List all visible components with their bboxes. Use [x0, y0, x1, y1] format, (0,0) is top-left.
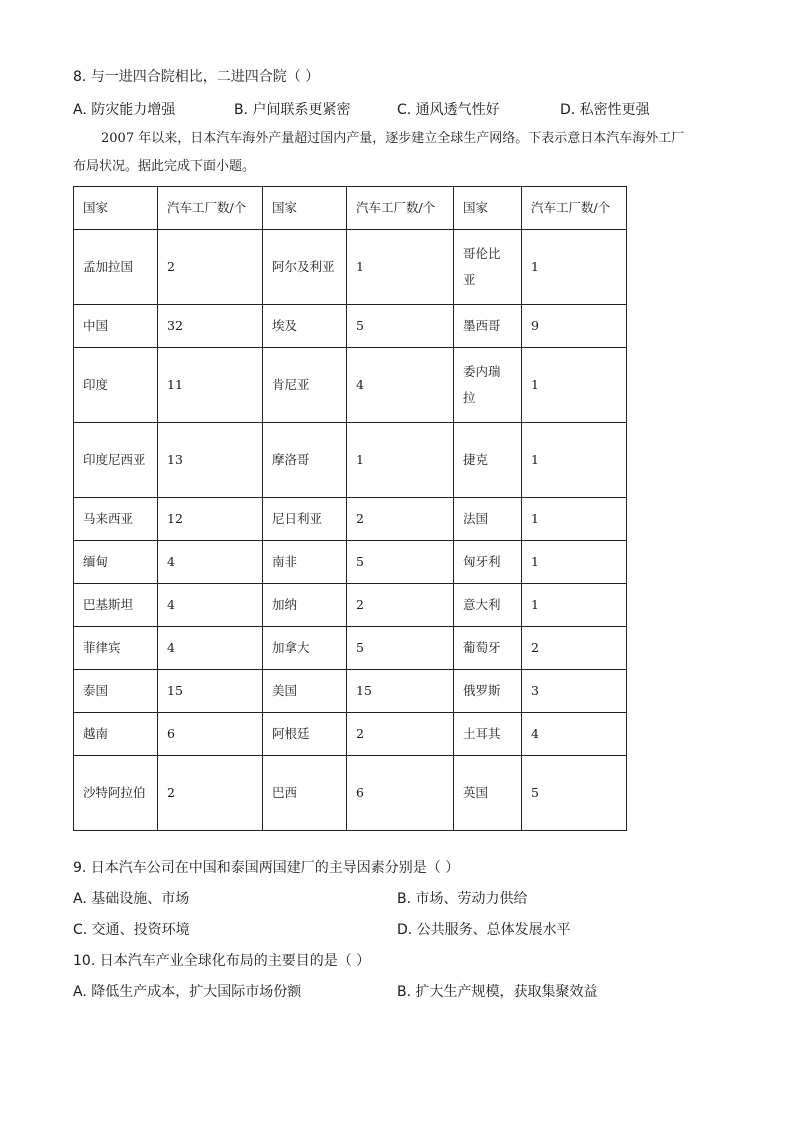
factory-count-cell: 5 — [522, 756, 627, 831]
country-cell: 肯尼亚 — [263, 348, 347, 423]
q9-option-c[interactable]: C. 交通、投资环境 — [73, 922, 190, 938]
q8-option-a[interactable]: A. 防灾能力增强 — [73, 102, 176, 118]
country-cell: 阿尔及利亚 — [263, 230, 347, 305]
factory-count-cell: 15 — [347, 670, 454, 713]
country-cell: 泰国 — [74, 670, 158, 713]
q9-option-a[interactable]: A. 基础设施、市场 — [73, 891, 190, 907]
factory-count-cell: 6 — [347, 756, 454, 831]
intro-line-2: 布局状况。据此完成下面小题。 — [73, 159, 256, 174]
q10-option-a[interactable]: A. 降低生产成本，扩大国际市场份额 — [73, 984, 302, 1000]
country-cell: 巴基斯坦 — [74, 584, 158, 627]
country-cell: 沙特阿拉伯 — [74, 756, 158, 831]
country-cell: 南非 — [263, 541, 347, 584]
factory-count-cell: 2 — [158, 230, 263, 305]
factory-count-cell: 2 — [158, 756, 263, 831]
table-row — [74, 541, 627, 584]
factory-count-cell: 2 — [347, 584, 454, 627]
intro-paragraph — [73, 125, 728, 181]
q9-option-d[interactable]: D. 公共服务、总体发展水平 — [397, 922, 571, 938]
table-row — [74, 498, 627, 541]
factory-count-cell: 2 — [522, 627, 627, 670]
table-row — [74, 305, 627, 348]
country-cell: 委内瑞拉 — [454, 348, 522, 423]
intro-line-1: 2007 年以来，日本汽车海外产量超过国内产量，逐步建立全球生产网络。下表示意日本汽车海外工厂 — [101, 131, 685, 146]
country-cell: 埃及 — [263, 305, 347, 348]
factory-count-cell: 5 — [347, 541, 454, 584]
country-cell: 印度 — [74, 348, 158, 423]
country-cell: 俄罗斯 — [454, 670, 522, 713]
country-cell: 阿根廷 — [263, 713, 347, 756]
country-cell: 土耳其 — [454, 713, 522, 756]
factory-count-cell: 1 — [522, 584, 627, 627]
factory-count-cell: 9 — [522, 305, 627, 348]
country-cell: 越南 — [74, 713, 158, 756]
table-row — [74, 627, 627, 670]
country-cell: 孟加拉国 — [74, 230, 158, 305]
country-cell: 葡萄牙 — [454, 627, 522, 670]
country-cell: 菲律宾 — [74, 627, 158, 670]
factory-count-cell: 2 — [347, 713, 454, 756]
factory-count-cell: 1 — [522, 348, 627, 423]
country-cell: 摩洛哥 — [263, 423, 347, 498]
country-cell: 匈牙利 — [454, 541, 522, 584]
factory-count-cell: 4 — [522, 713, 627, 756]
q9-option-b[interactable]: B. 市场、劳动力供给 — [397, 891, 528, 907]
factory-count-cell: 2 — [347, 498, 454, 541]
q8-option-d[interactable]: D. 私密性更强 — [560, 102, 650, 118]
header-cell: 汽车工厂数/个 — [347, 187, 454, 230]
table-body — [74, 187, 627, 831]
country-cell: 墨西哥 — [454, 305, 522, 348]
q8-option-b[interactable]: B. 户间联系更紧密 — [234, 102, 351, 118]
factory-table — [73, 186, 627, 831]
question-10-stem: 10. 日本汽车产业全球化布局的主要目的是（ ） — [73, 953, 371, 969]
table-row — [74, 423, 627, 498]
table-row — [74, 756, 627, 831]
header-cell: 汽车工厂数/个 — [522, 187, 627, 230]
factory-count-cell: 5 — [347, 627, 454, 670]
country-cell: 缅甸 — [74, 541, 158, 584]
q10-option-b[interactable]: B. 扩大生产规模，获取集聚效益 — [397, 984, 598, 1000]
factory-count-cell: 11 — [158, 348, 263, 423]
factory-count-cell: 6 — [158, 713, 263, 756]
header-cell: 国家 — [454, 187, 522, 230]
q8-option-c[interactable]: C. 通风透气性好 — [397, 102, 500, 118]
header-cell: 国家 — [74, 187, 158, 230]
country-cell: 马来西亚 — [74, 498, 158, 541]
table-row — [74, 670, 627, 713]
factory-count-cell: 13 — [158, 423, 263, 498]
table-row — [74, 348, 627, 423]
country-cell: 意大利 — [454, 584, 522, 627]
factory-count-cell: 12 — [158, 498, 263, 541]
table-row — [74, 584, 627, 627]
factory-count-cell: 1 — [522, 423, 627, 498]
factory-count-cell: 3 — [522, 670, 627, 713]
header-cell: 国家 — [263, 187, 347, 230]
country-cell: 加拿大 — [263, 627, 347, 670]
factory-count-cell: 1 — [522, 230, 627, 305]
factory-count-cell: 4 — [347, 348, 454, 423]
factory-count-cell: 5 — [347, 305, 454, 348]
factory-count-cell: 1 — [347, 423, 454, 498]
country-cell: 法国 — [454, 498, 522, 541]
table-row — [74, 713, 627, 756]
table-header-row — [74, 187, 627, 230]
header-cell: 汽车工厂数/个 — [158, 187, 263, 230]
factory-count-cell: 32 — [158, 305, 263, 348]
question-8-stem: 8. 与一进四合院相比，二进四合院（ ） — [73, 69, 320, 85]
factory-count-cell: 15 — [158, 670, 263, 713]
question-9-stem: 9. 日本汽车公司在中国和泰国两国建厂的主导因素分别是（ ） — [73, 860, 460, 876]
country-cell: 尼日利亚 — [263, 498, 347, 541]
factory-count-cell: 4 — [158, 541, 263, 584]
country-cell: 加纳 — [263, 584, 347, 627]
factory-count-cell: 1 — [347, 230, 454, 305]
factory-count-cell: 1 — [522, 541, 627, 584]
factory-count-cell: 1 — [522, 498, 627, 541]
country-cell: 印度尼西亚 — [74, 423, 158, 498]
table-row — [74, 230, 627, 305]
factory-count-cell: 4 — [158, 584, 263, 627]
country-cell: 英国 — [454, 756, 522, 831]
country-cell: 中国 — [74, 305, 158, 348]
factory-count-cell: 4 — [158, 627, 263, 670]
country-cell: 哥伦比亚 — [454, 230, 522, 305]
country-cell: 美国 — [263, 670, 347, 713]
country-cell: 捷克 — [454, 423, 522, 498]
country-cell: 巴西 — [263, 756, 347, 831]
